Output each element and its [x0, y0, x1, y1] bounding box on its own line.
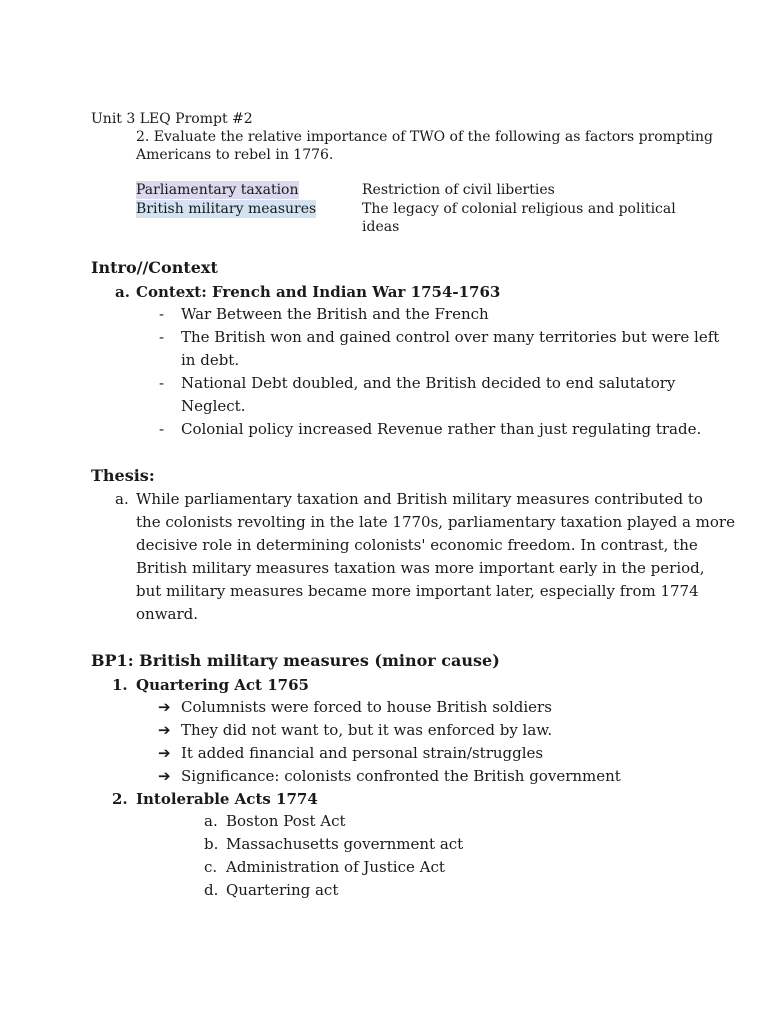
- bp1-item2-marker: 2.: [112, 790, 128, 808]
- intolerable-act-item: Massachusetts government act: [226, 835, 464, 853]
- thesis-line: British military measures taxation was more important early in the period,: [136, 559, 705, 577]
- sub-marker: a.: [204, 812, 218, 830]
- arrow-icon: ➔: [158, 767, 171, 785]
- bullet-dash: -: [159, 420, 165, 438]
- thesis-line: but military measures became more important later, especially from 1774: [136, 582, 699, 600]
- document-title: Unit 3 LEQ Prompt #2: [91, 111, 253, 127]
- prompt-line-1: 2. Evaluate the relative importance of TWO of the following as factors prompting: [136, 129, 713, 145]
- arrow-icon: ➔: [158, 698, 171, 716]
- quartering-point: Columnists were forced to house British soldiers: [181, 698, 552, 716]
- thesis-line: the colonists revolting in the late 1770s, parliamentary taxation played a more: [136, 513, 735, 531]
- quartering-point: It added financial and personal strain/struggles: [181, 744, 544, 762]
- bullet-dash: -: [159, 305, 165, 323]
- arrow-icon: ➔: [158, 744, 171, 762]
- factor-civil-liberties: Restriction of civil liberties: [362, 182, 555, 198]
- thesis-line: onward.: [136, 605, 199, 623]
- factor-colonial-legacy: The legacy of colonial religious and political: [362, 201, 676, 217]
- intolerable-act-item: Boston Post Act: [226, 812, 346, 830]
- factor-colonial-legacy-cont: ideas: [362, 219, 400, 235]
- thesis-line: decisive role in determining colonists' economic freedom. In contrast, the: [136, 536, 698, 554]
- sub-marker: d.: [204, 881, 219, 899]
- intro-bullet-cont: in debt.: [181, 351, 240, 369]
- prompt-line-2: Americans to rebel in 1776.: [136, 147, 334, 163]
- factor-parliamentary-taxation: Parliamentary taxation: [136, 182, 299, 198]
- intro-bullet-cont: Neglect.: [181, 397, 246, 415]
- intro-bullet: War Between the British and the French: [181, 305, 489, 323]
- bullet-dash: -: [159, 374, 165, 392]
- bp1-heading: BP1: British military measures (minor cause): [91, 651, 500, 670]
- quartering-point: They did not want to, but it was enforced by law.: [181, 721, 553, 739]
- thesis-marker: a.: [115, 490, 129, 508]
- arrow-icon: ➔: [158, 721, 171, 739]
- quartering-act-label: Quartering Act 1765: [136, 676, 309, 694]
- intro-bullet: The British won and gained control over many territories but were left: [181, 328, 720, 346]
- sub-marker: b.: [204, 835, 219, 853]
- bp1-item1-marker: 1.: [112, 676, 128, 694]
- intro-bullet: National Debt doubled, and the British decided to end salutatory: [181, 374, 676, 392]
- intro-item-marker: a.: [115, 283, 130, 301]
- intro-context-label: Context: French and Indian War 1754-1763: [136, 283, 501, 301]
- bullet-dash: -: [159, 328, 165, 346]
- intolerable-acts-label: Intolerable Acts 1774: [136, 790, 318, 808]
- intro-bullet: Colonial policy increased Revenue rather than just regulating trade.: [181, 420, 702, 438]
- intolerable-act-item: Quartering act: [226, 881, 339, 899]
- thesis-heading: Thesis:: [91, 466, 155, 485]
- factor-british-military-measures: British military measures: [136, 201, 317, 217]
- intolerable-act-item: Administration of Justice Act: [226, 858, 445, 876]
- sub-marker: c.: [204, 858, 218, 876]
- intro-heading: Intro//Context: [91, 258, 218, 277]
- quartering-point: Significance: colonists confronted the British government: [181, 767, 621, 785]
- thesis-line: While parliamentary taxation and British military measures contributed to: [136, 490, 703, 508]
